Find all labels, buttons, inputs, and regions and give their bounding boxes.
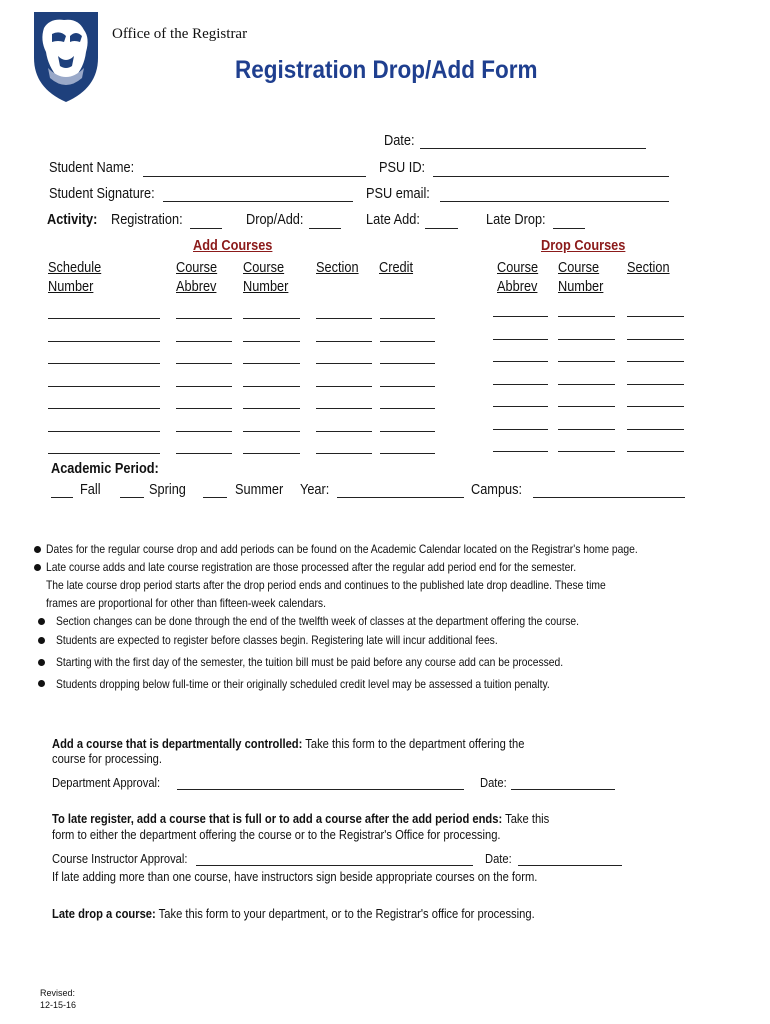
late-register-text-3: If late adding more than one course, have instructors sign beside appropriate courses on the form. [52,869,538,884]
drop-section-field[interactable] [627,316,684,317]
add-col-course-number: Course [243,260,285,276]
year-label: Year: [300,482,330,498]
note-item: Late course adds and late course registration are those processed after the regular add period end for the semester. [46,560,577,574]
drop-col-section: Section [627,260,670,276]
add-col-credit: Credit [379,260,414,276]
late-drop-text: Take this form to your department, or to the Registrar's office for processing. [158,906,535,921]
course-abbrev-field[interactable] [176,386,232,387]
drop-course-abbrev-field[interactable] [493,406,548,407]
late-drop-field[interactable] [553,228,585,229]
add-col-course-abbrev-2: Abbrev [176,279,217,295]
late-drop-line [52,906,535,921]
instructor-date-field[interactable] [518,865,622,866]
bullet-icon [34,564,41,571]
credit-field[interactable] [380,386,435,387]
year-field[interactable] [337,497,464,498]
bullet-icon [38,618,45,625]
registration-field[interactable] [190,228,222,229]
psu-id-field[interactable] [433,176,669,177]
bullet-icon [38,659,45,666]
drop-section-field[interactable] [627,339,684,340]
revised-label: Revised: [40,988,76,998]
course-abbrev-field[interactable] [176,318,232,319]
credit-field[interactable] [380,318,435,319]
course-number-field[interactable] [243,386,300,387]
section-field[interactable] [316,386,372,387]
drop-col-course-number-2: Number [558,279,604,295]
student-name-label: Student Name: [49,160,135,176]
campus-label: Campus: [471,482,523,498]
course-abbrev-field[interactable] [176,431,232,432]
add-col-section: Section [316,260,359,276]
course-number-field[interactable] [243,453,300,454]
department-date-label: Date: [480,775,507,790]
note-item: The late course drop period starts after the drop period ends and continues to the published late drop deadline. These time [46,578,606,592]
office-name: Office of the Registrar [112,26,248,42]
credit-field[interactable] [380,431,435,432]
late-drop-label: Late Drop: [486,212,546,228]
add-courses-heading: Add Courses [193,238,273,254]
note-item: Students are expected to register before classes begin. Registering late will incur additional fees. [56,633,498,647]
department-approval-label: Department Approval: [52,775,161,790]
bullet-icon [34,546,41,553]
instructor-approval-label: Course Instructor Approval: [52,851,188,866]
drop-courses-heading: Drop Courses [541,238,626,254]
late-add-field[interactable] [425,228,458,229]
drop-course-number-field[interactable] [558,429,615,430]
credit-field[interactable] [380,341,435,342]
psu-email-field[interactable] [440,201,669,202]
late-register-heading: To late register, add a course that is full or to add a course after the add period ends: [52,811,503,826]
drop-course-number-field[interactable] [558,316,615,317]
section-field[interactable] [316,341,372,342]
course-abbrev-field[interactable] [176,341,232,342]
controlled-text: Take this form to the department offering the [305,736,525,751]
drop-course-number-field[interactable] [558,451,615,452]
student-signature-field[interactable] [163,201,353,202]
credit-field[interactable] [380,453,435,454]
section-field[interactable] [316,408,372,409]
date-label: Date: [384,133,415,149]
credit-field[interactable] [380,408,435,409]
schedule-number-field[interactable] [48,318,160,319]
drop-col-course-abbrev-2: Abbrev [497,279,538,295]
course-number-field[interactable] [243,431,300,432]
schedule-number-field[interactable] [48,341,160,342]
late-add-label: Late Add: [366,212,420,228]
drop-course-abbrev-field[interactable] [493,429,548,430]
drop-course-abbrev-field[interactable] [493,339,548,340]
summer-label: Summer [235,482,284,498]
drop-add-label: Drop/Add: [246,212,304,228]
course-abbrev-field[interactable] [176,408,232,409]
add-col-course-abbrev: Course [176,260,218,276]
revised-date: 12-15-16 [40,1000,77,1010]
section-field[interactable] [316,431,372,432]
psu-id-label: PSU ID: [379,160,426,176]
drop-col-course-number: Course [558,260,600,276]
drop-col-course-abbrev: Course [497,260,539,276]
schedule-number-field[interactable] [48,363,160,364]
registration-label: Registration: [111,212,183,228]
note-item: frames are proportional for other than fifteen-week calendars. [46,596,326,610]
drop-section-field[interactable] [627,406,684,407]
course-number-field[interactable] [243,363,300,364]
page-title: Registration Drop/Add Form [235,56,538,84]
spring-field[interactable] [120,497,144,498]
drop-course-abbrev-field[interactable] [493,451,548,452]
psu-email-label: PSU email: [366,186,430,202]
controlled-text-2: course for processing. [52,751,162,766]
drop-course-abbrev-field[interactable] [493,361,548,362]
drop-section-field[interactable] [627,361,684,362]
credit-field[interactable] [380,363,435,364]
course-abbrev-field[interactable] [176,363,232,364]
add-col-schedule-2: Number [48,279,94,295]
section-field[interactable] [316,453,372,454]
drop-course-number-field[interactable] [558,406,615,407]
student-name-field[interactable] [143,176,366,177]
campus-field[interactable] [533,497,685,498]
late-drop-heading: Late drop a course: [52,906,156,921]
student-signature-label: Student Signature: [49,186,155,202]
spring-label: Spring [149,482,186,498]
note-item: Starting with the first day of the semester, the tuition bill must be paid before any course add can be processed. [56,655,564,669]
academic-period-heading: Academic Period: [51,461,159,477]
controlled-heading: Add a course that is departmentally controlled: [52,736,303,751]
department-approval-field[interactable] [177,789,464,790]
bullet-icon [38,637,45,644]
activity-label: Activity: [47,212,98,228]
note-item: Section changes can be done through the end of the twelfth week of classes at the department offering the course. [56,614,580,628]
instructor-approval-field[interactable] [196,865,473,866]
schedule-number-field[interactable] [48,453,160,454]
instructor-date-label: Date: [485,851,512,866]
drop-course-number-field[interactable] [558,361,615,362]
summer-field[interactable] [203,497,227,498]
fall-label: Fall [80,482,101,498]
drop-add-field[interactable] [309,228,341,229]
controlled-line [52,736,524,751]
schedule-number-field[interactable] [48,386,160,387]
course-number-field[interactable] [243,408,300,409]
section-field[interactable] [316,318,372,319]
course-number-field[interactable] [243,318,300,319]
course-number-field[interactable] [243,341,300,342]
drop-course-number-field[interactable] [558,339,615,340]
section-field[interactable] [316,363,372,364]
late-register-line [52,811,549,826]
drop-section-field[interactable] [627,384,684,385]
note-item: Students dropping below full-time or their originally scheduled credit level may be assessed a tuition penalty. [56,677,550,691]
department-date-field[interactable] [511,789,615,790]
date-field[interactable] [420,148,646,149]
drop-section-field[interactable] [627,451,684,452]
add-col-course-number-2: Number [243,279,289,295]
late-register-text-2: form to either the department offering the course or to the Registrar's Office for processing. [52,827,501,842]
schedule-number-field[interactable] [48,408,160,409]
drop-course-abbrev-field[interactable] [493,316,548,317]
late-register-text: Take this [505,811,550,826]
course-abbrev-field[interactable] [176,453,232,454]
fall-field[interactable] [51,497,73,498]
nittany-lion-shield-icon [30,8,102,104]
drop-course-number-field[interactable] [558,384,615,385]
drop-course-abbrev-field[interactable] [493,384,548,385]
add-col-schedule: Schedule [48,260,102,276]
schedule-number-field[interactable] [48,431,160,432]
bullet-icon [38,680,45,687]
drop-section-field[interactable] [627,429,684,430]
note-item: Dates for the regular course drop and add periods can be found on the Academic Calendar located on the Registrar's home page. [46,542,638,556]
